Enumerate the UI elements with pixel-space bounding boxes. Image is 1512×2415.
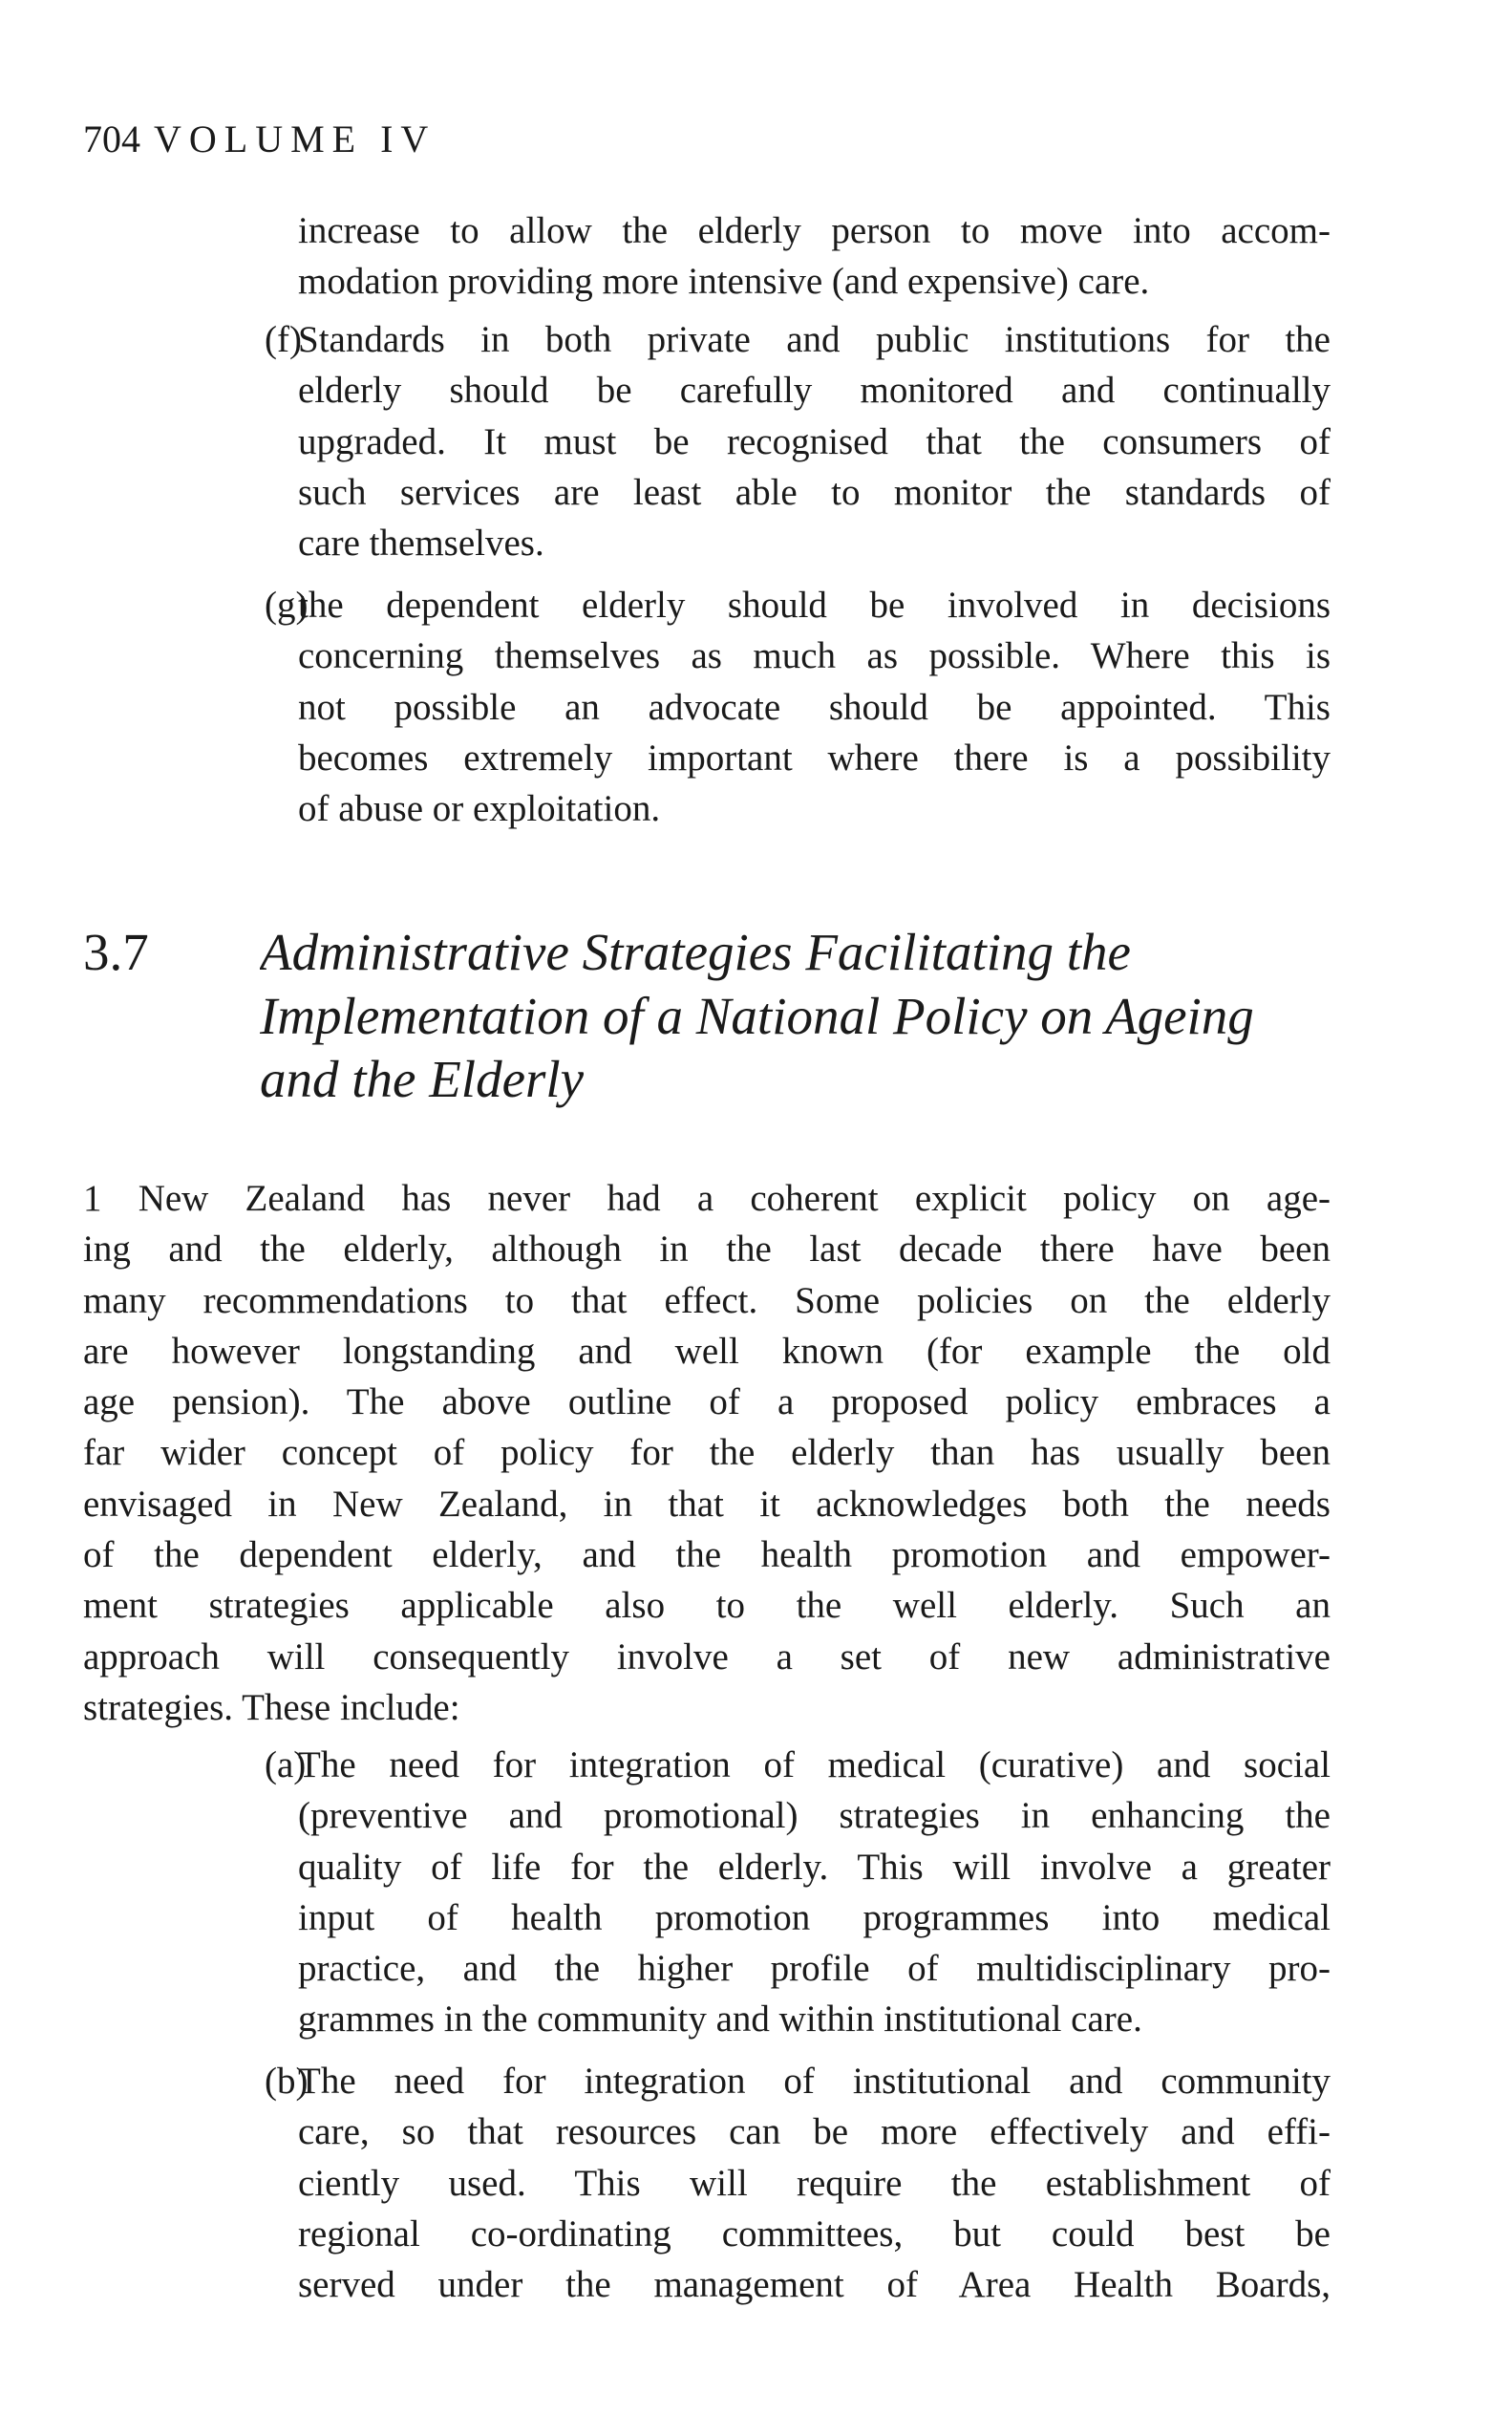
item-b — [298, 2056, 1331, 2310]
text-line: of abuse or exploitation. — [298, 788, 661, 830]
item-f-label: (f) — [265, 319, 302, 360]
text-line: approach will consequently involve a set of new administrative — [83, 1635, 1331, 1678]
text-line: (preventive and promotional) strategies in enhancing the — [298, 1795, 1331, 1837]
text-line: far wider concept of policy for the elderly than has usually been — [83, 1432, 1331, 1474]
paragraph-1 — [83, 1173, 1331, 1733]
text-line: quality of life for the elderly. This will involve a greater — [298, 1846, 1331, 1888]
text-line: not possible an advocate should be appointed. This — [298, 686, 1331, 728]
heading-line: Administrative Strategies Facilitating the — [260, 923, 1131, 981]
text-line: grammes in the community and within institutional care. — [298, 1998, 1142, 2041]
text-line: input of health promotion programmes into medical — [298, 1896, 1331, 1938]
text-line: increase to allow the elderly person to move into accom- — [298, 210, 1331, 251]
item-a — [298, 1740, 1331, 2045]
text-line: becomes extremely important where there is a possibility — [298, 737, 1331, 779]
item-f — [298, 314, 1331, 568]
text-line: practice, and the higher profile of multidisciplinary pro- — [298, 1948, 1331, 1990]
heading-line: and the Elderly — [260, 1050, 585, 1108]
text-line: The need for integration of medical (curative) and social — [298, 1744, 1331, 1785]
text-line: strategies. These include: — [83, 1686, 460, 1728]
running-header — [83, 117, 436, 161]
text-line: Standards in both private and public institutions for the — [298, 319, 1331, 360]
text-line: ment strategies applicable also to the well elderly. Such an — [83, 1585, 1331, 1627]
text-line: many recommendations to that effect. Some policies on the elderly — [83, 1279, 1331, 1321]
item-b-label: (b) — [265, 2061, 309, 2102]
text-line: regional co-ordinating committees, but could best be — [298, 2212, 1331, 2255]
text-line: elderly should be carefully monitored and continually — [298, 370, 1331, 412]
text-line: ciently used. This will require the establishment of — [298, 2162, 1331, 2204]
volume-label: VOLUME IV — [154, 118, 437, 160]
text-line: modation providing more intensive (and expensive) care. — [298, 261, 1150, 303]
text-line: such services are least able to monitor the standards of — [298, 471, 1331, 513]
section-heading — [260, 921, 1358, 1112]
text-line: 1 New Zealand has never had a coherent explicit policy on age- — [83, 1178, 1331, 1219]
item-g-label: (g) — [265, 585, 309, 626]
text-line: The need for integration of institutional and community — [298, 2061, 1331, 2102]
item-a-label: (a) — [265, 1744, 307, 1785]
text-line: age pension). The above outline of a proposed policy embraces a — [83, 1381, 1331, 1423]
text-line: upgraded. It must be recognised that the consumers of — [298, 420, 1331, 462]
text-line: served under the management of Area Health Boards, — [298, 2264, 1331, 2306]
text-line: of the dependent elderly, and the health promotion and empower- — [83, 1534, 1331, 1576]
text-line: care, so that resources can be more effectively and effi- — [298, 2111, 1331, 2153]
page-number: 704 — [83, 118, 140, 160]
section-number: 3.7 — [83, 923, 149, 981]
text-line: envisaged in New Zealand, in that it acknowledges both the needs — [83, 1483, 1331, 1525]
text-line: are however longstanding and well known (for example the old — [83, 1330, 1331, 1372]
text-line: care themselves. — [298, 523, 544, 565]
heading-line: Implementation of a National Policy on Ageing — [260, 986, 1254, 1045]
item-g — [298, 580, 1331, 834]
text-line: concerning themselves as much as possible. Where this is — [298, 635, 1331, 677]
item-e-continuation — [298, 205, 1331, 308]
text-line: the dependent elderly should be involved in decisions — [298, 585, 1331, 626]
text-line: ing and the elderly, although in the last decade there have been — [83, 1229, 1331, 1271]
